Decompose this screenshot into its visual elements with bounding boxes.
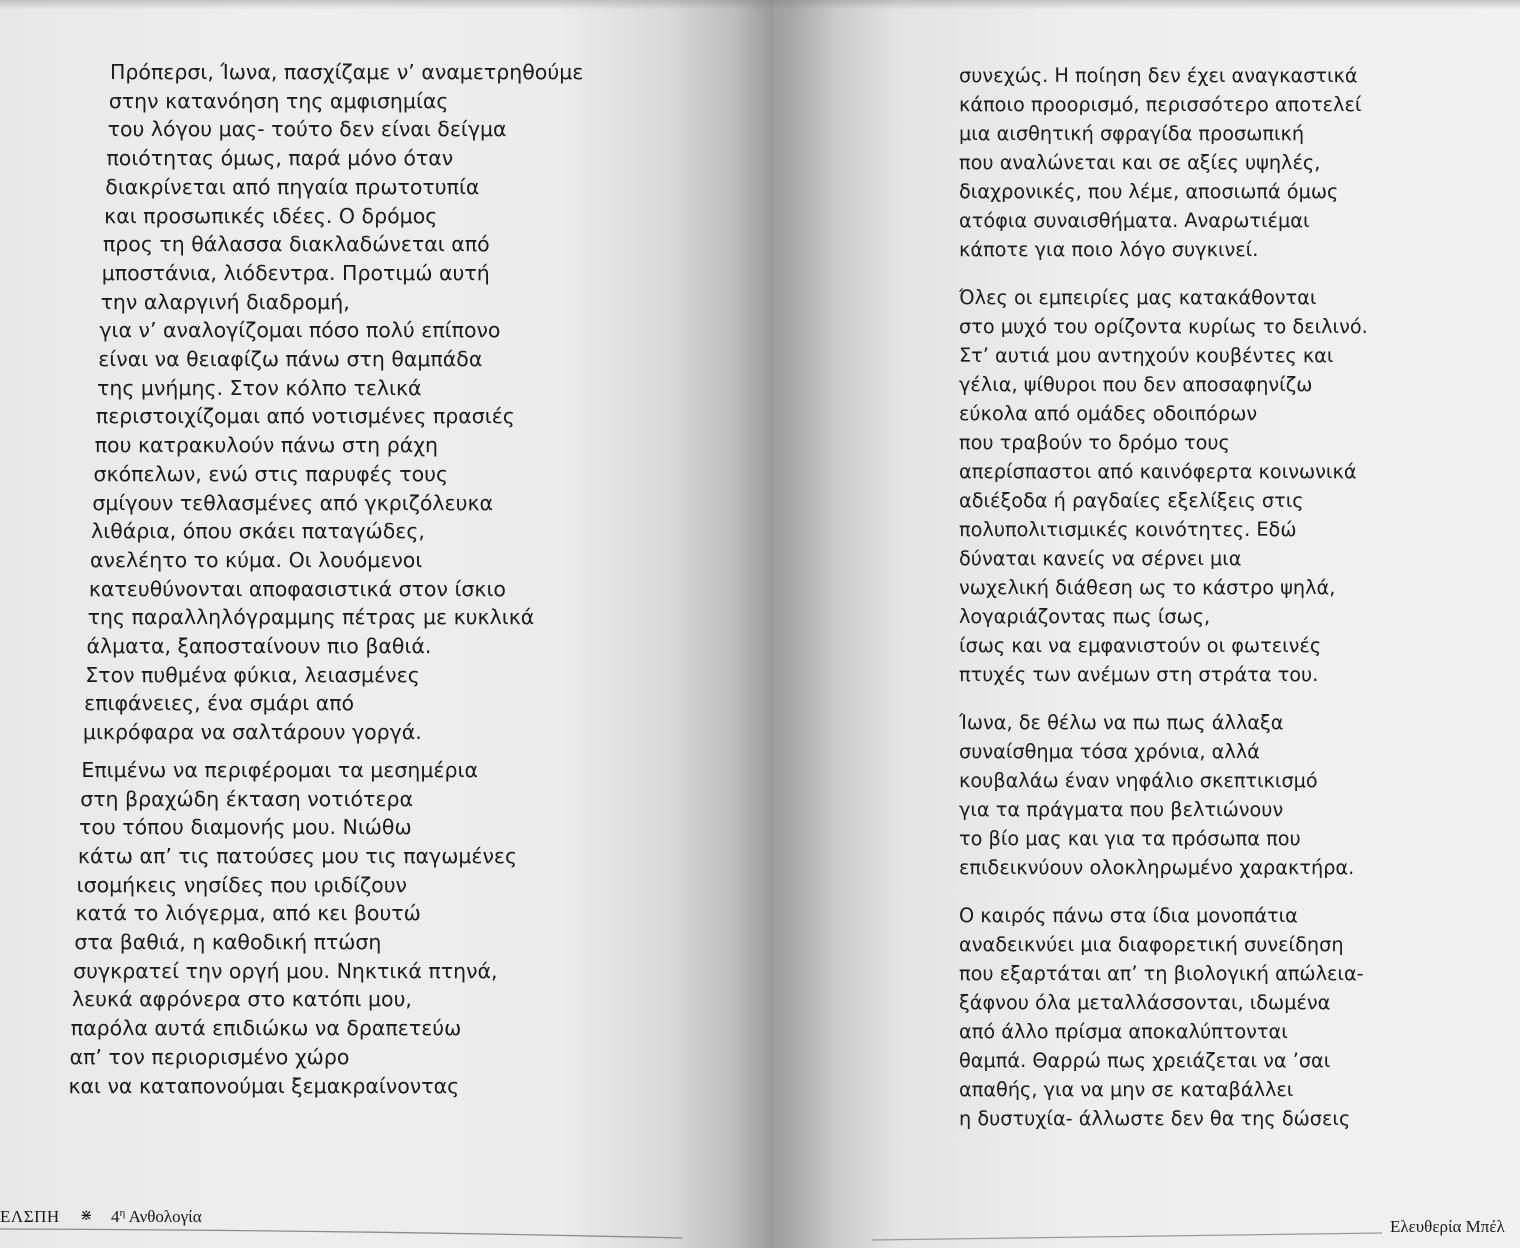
poem-line: του λόγου μας- τούτο δεν είναι δείγμα [107,117,507,142]
poem-line: συγκρατεί την οργή μου. Νηκτικά πτηνά, [73,958,498,983]
poem-line: Πρόπερσι, Ίωνα, πασχίζαμε ν’ αναμετρηθούμε [110,60,584,84]
poem-line: συναίσθημα τόσα χρόνια, αλλά [959,740,1260,763]
poem-line: κάποτε για ποιο λόγο συγκινεί. [959,238,1259,261]
poem-line: κατά το λιόγερμα, από κει βουτώ [75,901,421,926]
poem-line: κουβαλάω έναν νηφάλιο σκεπτικισμό [959,769,1318,792]
poem-line: ανελέητο το κύμα. Οι λουόμενοι [89,547,423,572]
poem-line: Στον πυθμένα φύκια, λειασμένες [85,662,420,687]
poem-line: μια αισθητική σφραγίδα προσωπική [959,122,1305,145]
poem-line: σμίγουν τεθλασμένες από γκριζόλευκα [92,490,494,515]
poem-line: απ’ τον περιορισμένο χώρο [69,1044,350,1069]
poem-line: αδιέξοδα ή ραγδαίες εξελίξεις στις [959,489,1304,512]
poem-line: που αναλώνεται και σε αξίες υψηλές, [959,151,1321,174]
poem-line: Ίωνα, δε θέλω να πω πως άλλαξα [959,711,1284,734]
poem-line: κατευθύνονται αποφασιστικά στον ίσκιο [88,576,506,601]
poem-line: η δυστυχία- άλλωστε δεν θα της δώσεις [959,1107,1351,1130]
poem-line: για τα πράγματα που βελτιώνουν [959,798,1284,821]
poem-line: είναι να θειαφίζω πάνω στη θαμπάδα [98,347,483,371]
poem-line: και να καταπονούμαι ξεμακραίνοντας [68,1073,460,1098]
poem-line: λιθάρια, όπου σκάει παταγώδες, [91,519,425,544]
poem-line: επιφάνειες, ένα σμάρι από [84,691,355,716]
poem-line: σκόπελων, ενώ στις παρυφές τους [93,461,449,486]
publisher-name: ΕΛΣΠΗ [0,1207,60,1226]
poem-line: νωχελική διάθεση ως το κάστρο ψηλά, [959,576,1336,599]
poem-line: που τραβούν το δρόμο τους [959,431,1230,454]
poem-line: Ο καιρός πάνω στα ίδια μονοπάτια [959,904,1298,927]
poem-line: παρόλα αυτά επιδιώκω να δραπετεύω [70,1016,462,1041]
poem-line: πτυχές των ανέμων στη στράτα του. [959,663,1319,686]
poem-line: εύκολα από ομάδες οδοιπόρων [959,402,1258,425]
poem-line: διαχρονικές, που λέμε, αποσιωπά όμως [959,180,1339,203]
poem-line: άλματα, ξαποσταίνουν πιο βαθιά. [86,634,432,658]
poem-line: απερίσπαστοι από καινόφερτα κοινωνικά [959,460,1357,483]
right-page [780,0,1520,1248]
poem-line: που κατρακυλούν πάνω στη ράχη [94,433,439,458]
edition-suffix: η [119,1207,126,1219]
poem-line: του τόπου διαμονής μου. Νιώθω [79,815,412,840]
poem-line: λογαριάζοντας πως ίσως, [959,605,1211,628]
poem-line: και προσωπικές ιδέες. Ο δρόμος [104,203,438,228]
poem-line: Όλες οι εμπειρίες μας κατακάθονται [959,286,1317,309]
poem-line: Επιμένω να περιφέρομαι τα μεσημέρια [81,757,478,782]
poem-line: που εξαρτάται απ’ τη βιολογική απώλεια- [959,962,1364,985]
poem-line: περιστοιχίζομαι από νοτισμένες πρασιές [95,404,515,429]
poem-line: διακρίνεται από πηγαία πρωτοτυπία [105,174,480,199]
poem-line: πολυπολιτισμικές κοινότητες. Εδώ [959,518,1297,541]
poem-line: συνεχώς. Η ποίηση δεν έχει αναγκαστικά [959,64,1358,87]
poem-line: αναδεικνύει μια διαφορετική συνείδηση [959,933,1344,956]
poem-line: στα βαθιά, η καθοδική πτώση [74,930,382,954]
poem-line: το βίο μας και για τα πρόσωπα που [959,827,1301,850]
poem-line: Στ’ αυτιά μου αντηχούν κουβέντες και [959,344,1334,367]
poem-line: δύναται κανείς να σέρνει μια [959,547,1242,570]
poem-line: στη βραχώδη έκταση νοτιότερα [80,786,413,811]
left-page-footer [0,1207,240,1229]
edition-title: Ανθολογία [128,1207,202,1226]
edition-number: 4 [111,1207,120,1226]
poem-line: μποστάνια, λιόδεντρα. Προτιμώ αυτή [101,260,490,285]
poem-line: γέλια, ψίθυροι που δεν αποσαφηνίζω [959,373,1313,396]
poem-line: ατόφια συναισθήματα. Αναρωτιέμαι [959,209,1310,232]
poem-line: στο μυχό του ορίζοντα κυρίως το δειλινό. [959,315,1368,338]
poem-line: την αλαργινή διαδρομή, [100,289,350,314]
poem-line: απαθής, για να μην σε καταβάλλει [959,1078,1294,1101]
poem-line: ξάφνου όλα μεταλλάσσονται, ιδωμένα [959,991,1331,1014]
poem-line: της παραλληλόγραμμης πέτρας με κυκλικά [87,605,535,630]
anthology-edition [111,1207,202,1227]
ornament-icon: ⋇ [80,1206,93,1224]
poem-line: για ν’ αναλογίζομαι πόσο πολύ επίπονο [99,318,501,343]
poem-line: προς τη θάλασσα διακλαδώνεται από [102,232,490,257]
poem-line: επιδεικνύουν ολοκληρωμένο χαρακτήρα. [959,856,1355,879]
poem-line: από άλλο πρίσμα αποκαλύπτονται [959,1020,1288,1043]
author-name: Ελευθερία Μπέλ [1390,1217,1505,1236]
poem-line: θαμπά. Θαρρώ πως χρειάζεται να ’σαι [959,1049,1331,1072]
poem-line: ίσως και να εμφανιστούν οι φωτεινές [959,634,1322,657]
poem-line: στην κατανόηση της αμφισημίας [108,88,449,113]
poem-line: κάτω απ’ τις πατούσες μου τις παγωμένες [77,843,518,868]
poem-line: κάποιο προορισμό, περισσότερο αποτελεί [959,93,1362,116]
poem-line: μικρόφαρα να σαλτάρουν γοργά. [82,720,422,745]
poem-line: ισομήκεις νησίδες που ιριδίζουν [76,872,408,897]
poem-line: της μνήμης. Στον κόλπο τελικά [97,375,422,400]
poem-line: λευκά αφρόνερα στο κατόπι μου, [71,987,412,1012]
poem-line: ποιότητας όμως, παρά μόνο όταν [106,146,454,171]
